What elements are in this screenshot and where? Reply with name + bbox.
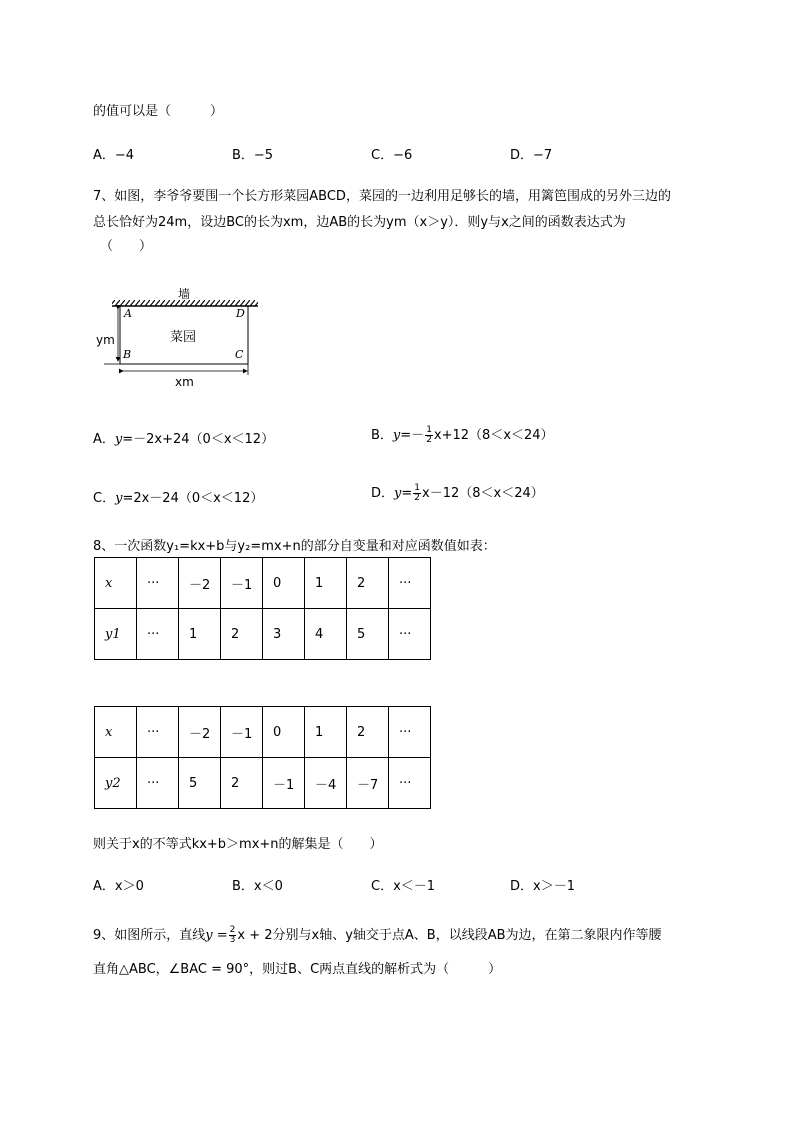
q7-option-a: A．y=－2x+24（0＜x＜12） [93,432,275,447]
table-cell: y2 [95,758,137,809]
table-cell: ··· [389,609,431,660]
side-y-label: ym [96,333,115,347]
table-cell: ··· [389,758,431,809]
q6-option-d: D．−7 [510,148,553,163]
q9-stem-line1: 9、如图所示，直线y = $\frac{2}{3}$ x + 2分别与x轴、y轴交于点A、B，以线段AB为边，在第二象限内作等腰 [93,925,662,945]
q8-option-a: A．x＞0 [93,879,144,894]
table-cell: x [95,558,137,609]
table-cell: 5 [179,758,221,809]
q7-option-c: C．y=2x－24（0＜x＜12） [93,491,264,506]
wall-label: 墙 [178,287,191,301]
q6-option-b: B．−5 [232,148,274,163]
table-cell: 2 [347,707,389,758]
q8-stem: 8、一次函数y₁=kx+b与y₂=mx+n的部分自变量和对应函数值如表： [93,539,496,554]
garden-label: 菜园 [170,330,197,345]
table-cell: ··· [389,558,431,609]
table-cell: －1 [263,758,305,809]
table-cell: －4 [305,758,347,809]
q6-option-c: C．−6 [371,148,413,163]
table-cell: 0 [263,707,305,758]
q8-option-c: C．x＜－1 [371,879,436,894]
table-cell: 1 [305,558,347,609]
table-cell: ··· [389,707,431,758]
table-cell: 5 [347,609,389,660]
fraction: $\frac{1}{2}$ [426,425,432,445]
table-cell: ··· [137,707,179,758]
table-cell: 0 [263,558,305,609]
vertex-c-label: C [235,348,244,361]
table-cell: －1 [221,558,263,609]
vertex-a-label: A [124,307,132,320]
table-cell: 4 [305,609,347,660]
value-table-y1 [94,557,431,660]
table-cell: ··· [137,609,179,660]
q6-option-a: A．−4 [93,148,135,163]
q7-stem-line3: （ ） [100,239,153,254]
table-cell: ··· [137,558,179,609]
side-x-label: xm [175,375,194,389]
q7-stem-line1: 7、如图，李爷爷要围一个长方形菜园ABCD，菜园的一边利用足够长的墙，用篱笆围成的另外三边的 [93,189,671,204]
q7-stem-line2: 总长恰好为24m，设边BC的长为xm，边AB的长为ym（x＞y）．则y与x之间的函数表达式为 [93,215,626,230]
table-cell: －2 [179,558,221,609]
vertex-b-label: B [123,348,132,361]
value-table-y2 [94,706,431,809]
q6-tail: 的值可以是（ ） [93,104,224,119]
q8-option-d: D．x＞－1 [510,879,575,894]
table-cell: －7 [347,758,389,809]
q8-option-b: B．x＜0 [232,879,283,894]
table-row [95,558,431,609]
q8-question: 则关于x的不等式kx+b＞mx+n的解集是（ ） [93,837,383,852]
fraction: $\frac{1}{2}$ [414,483,421,503]
table-cell: －2 [179,707,221,758]
table-cell: 2 [347,558,389,609]
table-cell: y1 [95,609,137,660]
table-cell: ··· [137,758,179,809]
table-row [95,707,431,758]
vertex-d-label: D [236,307,245,320]
q7-option-b: B．y=－ $\frac{1}{2}$ x+12（8＜x＜24） [371,425,554,445]
table-row [95,758,431,809]
table-cell: x [95,707,137,758]
table-cell: －1 [221,707,263,758]
fraction: $\frac{2}{3}$ [229,925,236,945]
q9-stem-line2: 直角△ABC，∠BAC = 90°，则过B、C两点直线的解析式为（ ） [93,962,502,977]
table-cell: 1 [305,707,347,758]
table-cell: 3 [263,609,305,660]
q7-option-d: D．y= $\frac{1}{2}$ x－12（8＜x＜24） [371,483,544,503]
table-cell: 1 [179,609,221,660]
table-cell: 2 [221,609,263,660]
table-cell: 2 [221,758,263,809]
table-row [95,609,431,660]
